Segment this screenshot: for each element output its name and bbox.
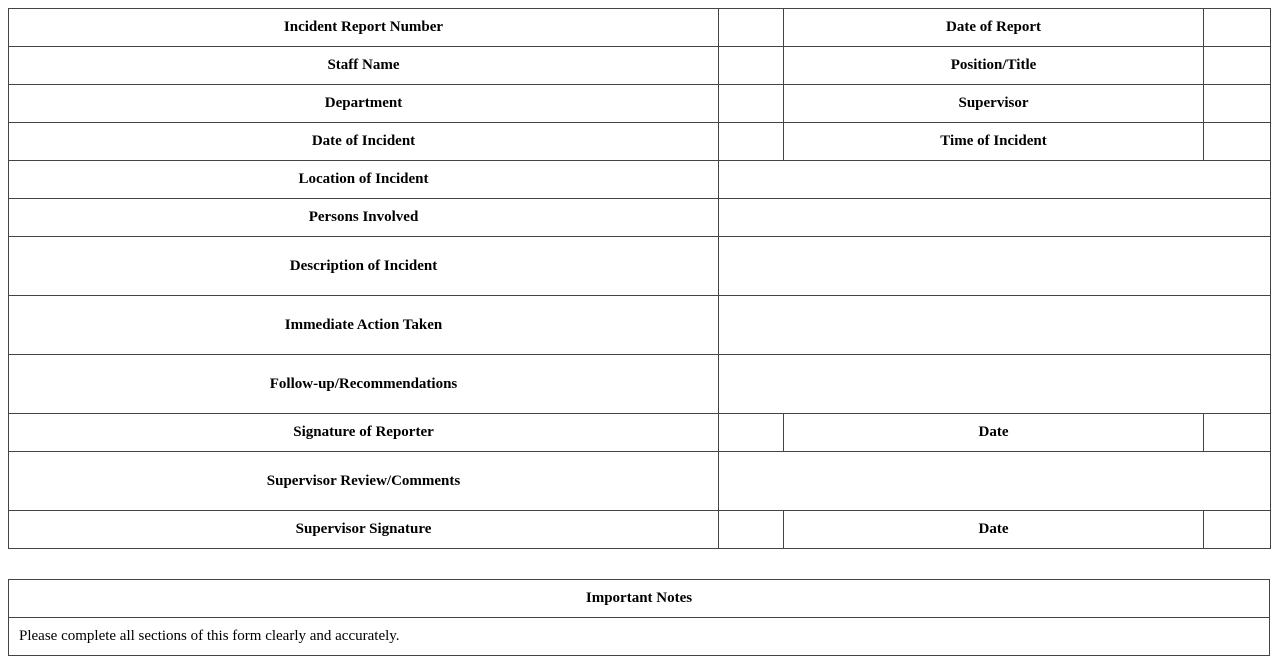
label-location-of-incident: Location of Incident — [9, 161, 719, 199]
field-persons-involved[interactable] — [719, 199, 1271, 237]
field-signature-of-reporter[interactable] — [719, 414, 784, 452]
row-location-of-incident — [9, 161, 1271, 199]
field-follow-up-recommendations[interactable] — [719, 355, 1271, 414]
row-supervisor-review-comments — [9, 452, 1271, 511]
label-date-of-report: Date of Report — [784, 9, 1204, 47]
field-description-of-incident[interactable] — [719, 237, 1271, 296]
field-department[interactable] — [719, 85, 784, 123]
field-staff-name[interactable] — [719, 47, 784, 85]
label-department: Department — [9, 85, 719, 123]
field-date-of-report[interactable] — [1204, 9, 1271, 47]
label-immediate-action-taken: Immediate Action Taken — [9, 296, 719, 355]
field-date-of-incident[interactable] — [719, 123, 784, 161]
row-immediate-action-taken — [9, 296, 1271, 355]
label-time-of-incident: Time of Incident — [784, 123, 1204, 161]
row-date-of-incident — [9, 123, 1271, 161]
label-supervisor-review-comments: Supervisor Review/Comments — [9, 452, 719, 511]
row-incident-report-number — [9, 9, 1271, 47]
row-signature-of-reporter — [9, 414, 1271, 452]
field-position-title[interactable] — [1204, 47, 1271, 85]
incident-report-form — [8, 8, 1271, 549]
row-persons-involved — [9, 199, 1271, 237]
notes-title: Important Notes — [9, 580, 1270, 618]
field-supervisor-review-comments[interactable] — [719, 452, 1271, 511]
field-reporter-date[interactable] — [1204, 414, 1271, 452]
label-supervisor-signature: Supervisor Signature — [9, 511, 719, 549]
label-incident-report-number: Incident Report Number — [9, 9, 719, 47]
field-incident-report-number[interactable] — [719, 9, 784, 47]
field-supervisor-signature[interactable] — [719, 511, 784, 549]
row-description-of-incident — [9, 237, 1271, 296]
label-follow-up-recommendations: Follow-up/Recommendations — [9, 355, 719, 414]
label-supervisor: Supervisor — [784, 85, 1204, 123]
label-supervisor-date: Date — [784, 511, 1204, 549]
label-position-title: Position/Title — [784, 47, 1204, 85]
row-follow-up-recommendations — [9, 355, 1271, 414]
field-time-of-incident[interactable] — [1204, 123, 1271, 161]
label-staff-name: Staff Name — [9, 47, 719, 85]
label-signature-of-reporter: Signature of Reporter — [9, 414, 719, 452]
field-immediate-action-taken[interactable] — [719, 296, 1271, 355]
label-description-of-incident: Description of Incident — [9, 237, 719, 296]
label-reporter-date: Date — [784, 414, 1204, 452]
row-department — [9, 85, 1271, 123]
important-notes-table — [8, 579, 1270, 656]
row-supervisor-signature — [9, 511, 1271, 549]
field-supervisor-date[interactable] — [1204, 511, 1271, 549]
field-location-of-incident[interactable] — [719, 161, 1271, 199]
field-supervisor[interactable] — [1204, 85, 1271, 123]
label-persons-involved: Persons Involved — [9, 199, 719, 237]
note-item: Please complete all sections of this form clearly and accurately. — [9, 618, 1270, 656]
label-date-of-incident: Date of Incident — [9, 123, 719, 161]
row-staff-name — [9, 47, 1271, 85]
